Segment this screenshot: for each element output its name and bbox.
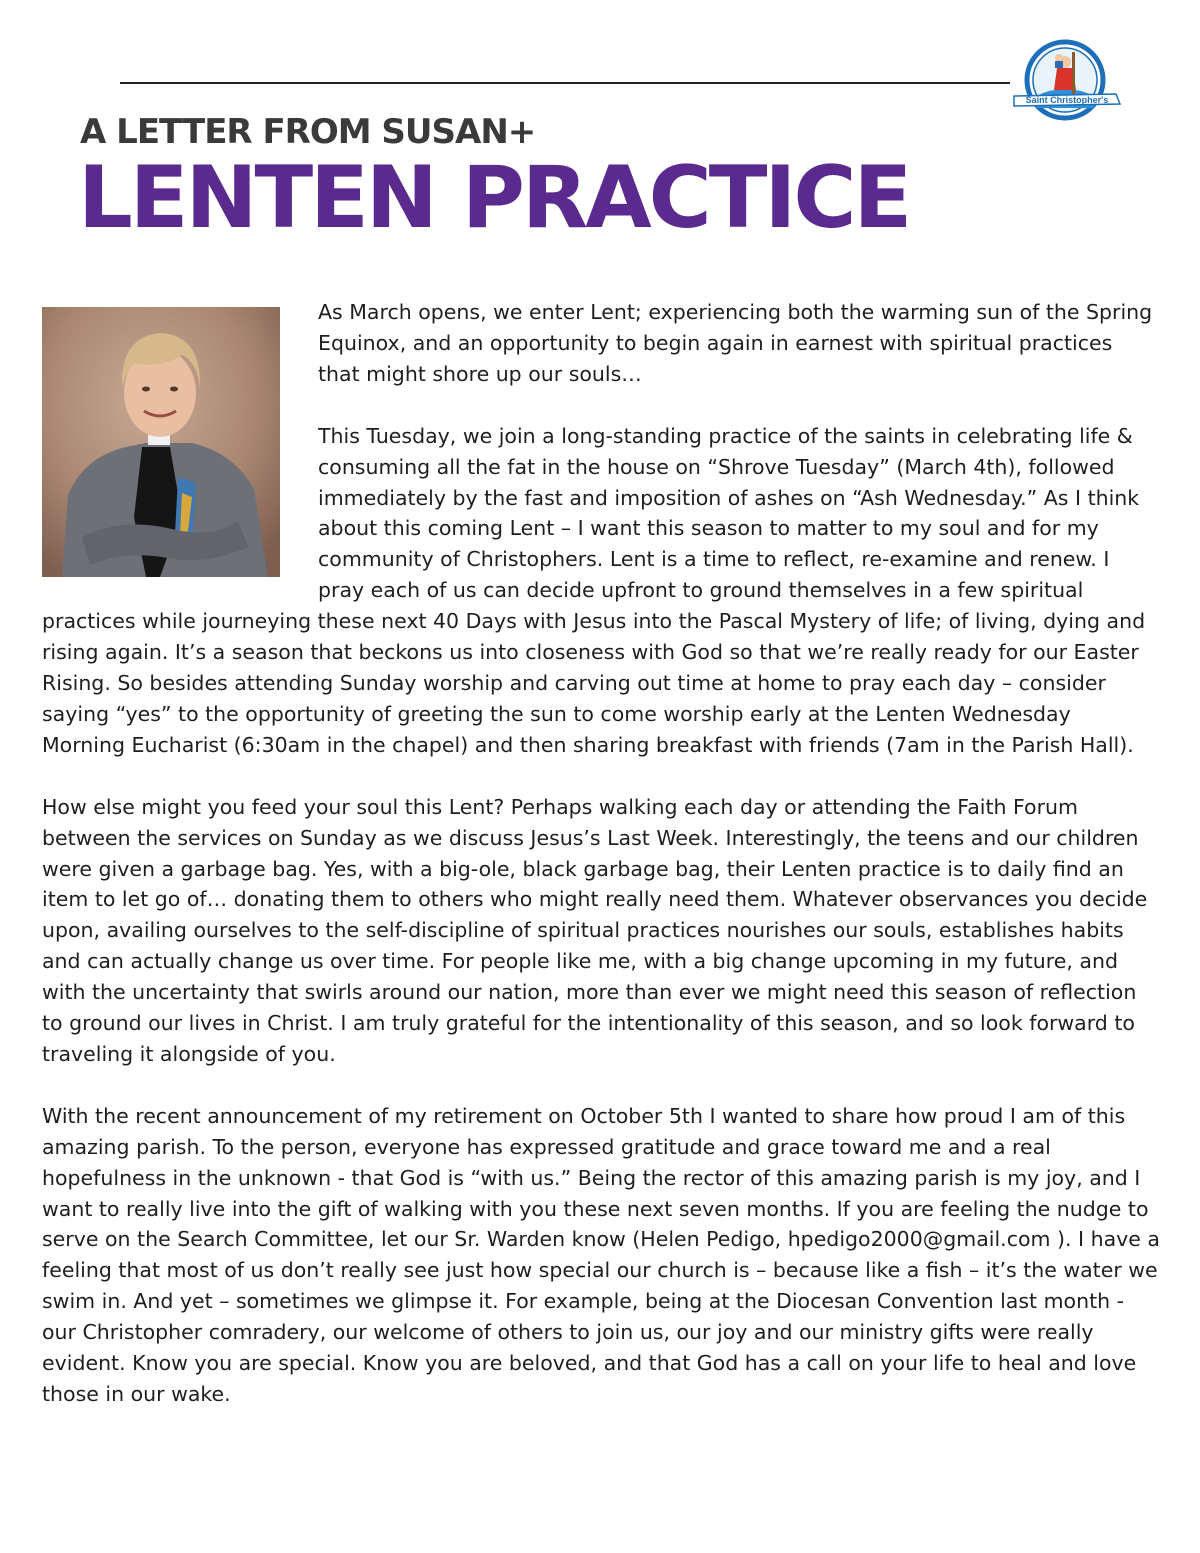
letter-kicker: A LETTER FROM SUSAN+ [80,112,536,152]
letter-paragraph: How else might you feed your soul this Lent? Perhaps walking each day or attending the Faith Forum between the services on Sunday as we discuss Jesus’s Last Week. Interestingly, the teens and our children were given a garbage bag. Yes, with a big-ole, black garbage bag, their Lenten practice is to daily find an item to let go of… donating them to others who might really need them. Whatever observances you decide upon, availing ourselves to the self-discipline of spiritual practices nourishes our souls, establishes habits and can actually change us over time. For people like me, with a big change upcoming in my future, and with the uncertainty that swirls around our nation, more than ever we might need this season of reflection to ground our lives in Christ. I am truly grateful for the intentionality of this season, and so look forward to traveling it alongside of you. [42,794,1148,1066]
letter-paragraph: This Tuesday, we join a long-standing practice of the saints in celebrating life & consuming all the fat in the house on “Shrove Tuesday” (March 4th), followed immediately by the fast and imposition of ashes on “Ash Wednesday.” As I think about this coming Lent – I want this season to matter to my soul and for my community of Christophers. Lent is a time to reflect, re-examine and renew. I pray each of us can decide upfront to ground themselves in a few spiritual practices while journeying these next 40 Days with Jesus into the Pascal Mystery of life; of living, dying and rising again. It’s a season that beckons us into closeness with God so that we’re really ready for our Easter Rising. So besides attending Sunday worship and carving out time at home to pray each day – consider saying “yes” to the opportunity of greeting the sun to come worship early at the Lenten Wednesday Morning Eucharist (6:30am in the chapel) and then sharing breakfast with friends (7am in the Parish Hall). [42,423,1146,757]
saint-christopher-seal-icon [1012,38,1122,124]
photo-wrap-spacer [42,297,318,591]
letter-body [42,297,1160,1410]
letter-paragraph: With the recent announcement of my retirement on October 5th I wanted to share how proud I am of this amazing parish. To the person, everyone has expressed gratitude and grace toward me and a real hopefulness in the unknown - that God is “with us.” Being the rector of this amazing parish is my joy, and I want to really live into the gift of walking with you these next seven months. If you are feeling the nudge to serve on the Search Committee, let our Sr. Warden know (Helen Pedigo, hpedigo2000@gmail.com ). I have a feeling that most of us don’t really see just how special our church is – because like a fish – it’s the water we swim in. And yet – sometimes we glimpse it. For example, being at the Diocesan Convention last month - our Christopher comradery, our welcome of others to join us, our joy and our ministry gifts were really evident. Know you are special. Know you are beloved, and that God has a call on your life to heal and love those in our wake. [42,1103,1160,1406]
logo-text: Saint Christopher's [1025,95,1109,105]
header-rule [120,82,1010,84]
page-title: LENTEN PRACTICE [78,148,910,248]
letter-paragraph: As March opens, we enter Lent; experiencing both the warming sun of the Spring Equinox, and an opportunity to begin again in earnest with spiritual practices that might shore up our souls… [318,300,1153,386]
